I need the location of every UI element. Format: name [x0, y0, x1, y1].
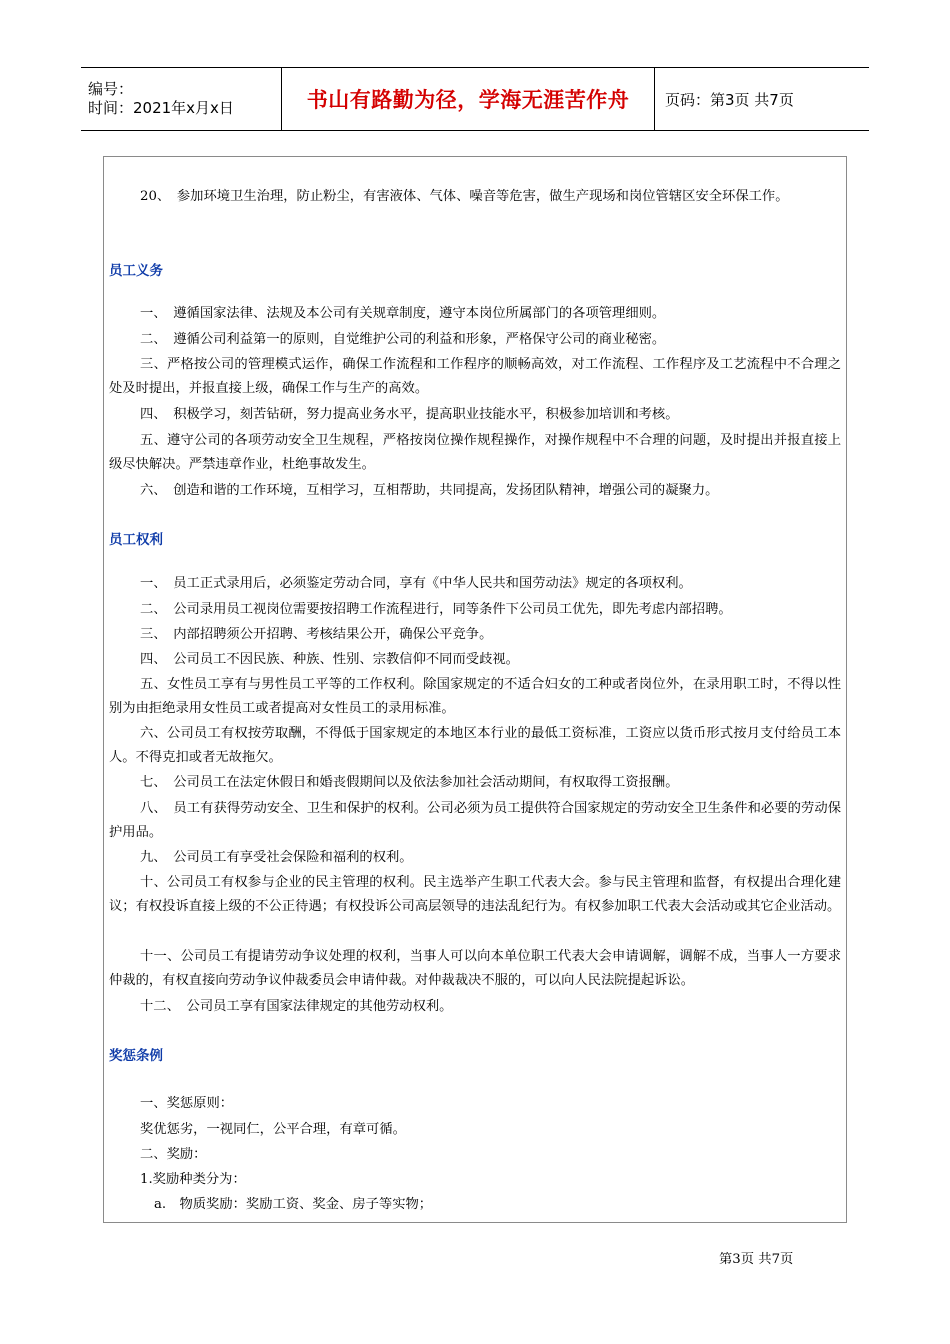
right-4: 四、 公司员工不因民族、种族、性别、宗教信仰不同而受歧视。	[140, 652, 519, 667]
header-page-code	[655, 68, 869, 130]
right-3: 三、 内部招聘须公开招聘、考核结果公开，确保公平竞争。	[140, 627, 493, 642]
motto: 书山有路勤为径，学海无涯苦作舟	[306, 88, 630, 112]
header-motto-cell	[281, 68, 655, 130]
right-12: 十二、 公司员工享有国家法律规定的其他劳动权利。	[140, 999, 453, 1014]
section-heading-rights: 员工权利	[109, 532, 163, 548]
right-9: 九、 公司员工有享受社会保险和福利的权利。	[140, 850, 413, 865]
paragraph-item-20: 20、 参加环境卫生治理，防止粉尘，有害液体、气体、噪音等危害，做生产现场和岗位管辖区安全环保工作。	[140, 189, 789, 204]
right-5: 五、女性员工享有与男性员工平等的工作权利。除国家规定的不适合妇女的工种或者岗位外，在录用职工时，不得以性别为由拒绝录用女性员工或者提高对女性员工的录用标准。	[109, 677, 841, 716]
obligation-6: 六、 创造和谐的工作环境，互相学习，互相帮助，共同提高，发扬团队精神，增强公司的凝聚力。	[140, 483, 719, 498]
rewards-heading: 二、奖励：	[140, 1147, 207, 1162]
obligation-2: 二、 遵循公司利益第一的原则，自觉维护公司的利益和形象，严格保守公司的商业秘密。	[140, 332, 666, 347]
right-11: 十一、公司员工有提请劳动争议处理的权利，当事人可以向本单位职工代表大会申请调解，调解不成，当事人一方要求仲裁的，有权直接向劳动争议仲裁委员会申请仲裁。对仲裁裁决不服的，可以向人民法院提起诉讼。	[109, 949, 841, 988]
page-code: 页码：第3页 共7页	[665, 90, 794, 109]
page-header	[81, 67, 869, 131]
right-10: 十、公司员工有权参与企业的民主管理的权利。民主选举产生职工代表大会。参与民主管理和监督，有权提出合理化建议；有权投诉直接上级的不公正待遇；有权投诉公司高层领导的违法乱纪行为。有权参加职工代表大会活动或其它企业活动。	[109, 875, 841, 914]
obligation-5: 五、遵守公司的各项劳动安全卫生规程，严格按岗位操作规程操作，对操作规程中不合理的问题，及时提出并报直接上级尽快解决。严禁违章作业，杜绝事故发生。	[109, 433, 841, 472]
right-2: 二、 公司录用员工视岗位需要按招聘工作流程进行，同等条件下公司员工优先，即先考虑内部招聘。	[140, 602, 732, 617]
right-1: 一、 员工正式录用后，必须鉴定劳动合同，享有《中华人民共和国劳动法》规定的各项权利。	[140, 576, 692, 591]
right-6: 六、公司员工有权按劳取酬，不得低于国家规定的本地区本行业的最低工资标准，工资应以货币形式按月支付给员工本人。不得克扣或者无故拖欠。	[109, 726, 841, 765]
rewards-principle-text: 奖优惩劣，一视同仁，公平合理，有章可循。	[140, 1122, 406, 1137]
rewards-type-a: a. 物质奖励：奖励工资、奖金、房子等实物；	[154, 1197, 433, 1212]
content-frame	[103, 156, 847, 1223]
right-7: 七、 公司员工在法定休假日和婚丧假期间以及依法参加社会活动期间，有权取得工资报酬。	[140, 775, 679, 790]
obligation-4: 四、 积极学习，刻苦钻研，努力提高业务水平，提高职业技能水平，积极参加培训和考核。	[140, 407, 679, 422]
rewards-principle-heading: 一、奖惩原则：	[140, 1096, 234, 1111]
obligation-1: 一、 遵循国家法律、法规及本公司有关规章制度，遵守本岗位所属部门的各项管理细则。	[140, 306, 666, 321]
number-label: 编号：	[88, 80, 134, 98]
header-meta	[81, 68, 281, 130]
right-8: 八、 员工有获得劳动安全、卫生和保护的权利。公司必须为员工提供符合国家规定的劳动安全卫生条件和必要的劳动保护用品。	[109, 801, 841, 840]
section-heading-obligations: 员工义务	[109, 263, 163, 279]
date-line: 时间：2021年x月x日	[88, 99, 234, 117]
rewards-types-heading: 1.奖励种类分为：	[140, 1172, 246, 1187]
obligation-3: 三、严格按公司的管理模式运作，确保工作流程和工作程序的顺畅高效，对工作流程、工作程序及工艺流程中不合理之处及时提出，并报直接上级，确保工作与生产的高效。	[109, 357, 841, 396]
section-heading-rewards: 奖惩条例	[109, 1048, 163, 1064]
page-footer: 第3页 共7页	[719, 1252, 794, 1267]
